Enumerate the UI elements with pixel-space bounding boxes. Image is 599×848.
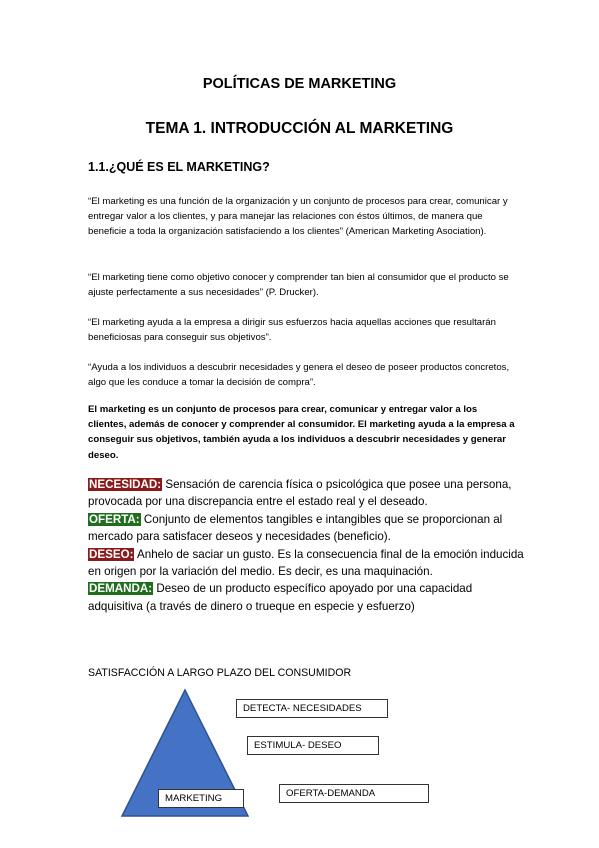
diagram-title: SATISFACCIÓN A LARGO PLAZO DEL CONSUMIDOR <box>88 667 352 679</box>
definition-text: Deseo de un producto específico apoyado por una capacidad adquisitiva (a través de dinero o trueque en especie y esfuerzo) <box>88 582 473 613</box>
label-oferta-demanda: OFERTA-DEMANDA <box>279 784 429 803</box>
document-title: POLÍTICAS DE MARKETING <box>202 76 397 92</box>
quote-drucker: “El marketing tiene como objetivo conocer y comprender tan bien al consumidor que el producto se ajuste perfectamente a sus necesidades” (P. Drucker). <box>88 272 509 299</box>
definition-text: Sensación de carencia física o psicológica que posee una persona, provocada por una discrepancia entre el estado real y el deseado. <box>88 478 512 509</box>
topic-title: TEMA 1. INTRODUCCIÓN AL MARKETING <box>145 120 454 137</box>
term-demanda: DEMANDA: <box>89 582 153 596</box>
definition-deseo <box>88 546 528 581</box>
quote-ama: “El marketing es una función de la organización y un conjunto de procesos para crear, comunicar y entregar valor a los clientes, y para manejar las relaciones con éstos últimos, de manera que beneficie a toda la organización satisfaciendo a los clientes” (American Marketing Asociation). <box>88 196 508 238</box>
quote-individuals: “Ayuda a los individuos a descubrir necesidades y genera el deseo de poseer productos concretos, algo que les conduce a tomar la decisión de compra”. <box>88 362 510 389</box>
definition-demanda <box>88 580 528 615</box>
summary-paragraph: El marketing es un conjunto de procesos para crear, comunicar y entregar valor a los clientes, además de conocer y comprender al consumidor. El marketing ayuda a la empresa a conseguir sus objetivos, también ayuda a los individuos a descubrir necesidades y generar deseo. <box>88 404 515 461</box>
quote-company: “El marketing ayuda a la empresa a dirigir sus esfuerzos hacia aquellas acciones que resultarán beneficiosas para conseguir sus objetivos”. <box>88 317 496 344</box>
label-marketing: MARKETING <box>158 789 244 808</box>
term-necesidad: NECESIDAD: <box>89 478 162 491</box>
section-heading: 1.1.¿QUÉ ES EL MARKETING? <box>88 160 270 174</box>
definitions-list <box>88 476 528 615</box>
definition-oferta <box>88 511 528 546</box>
term-oferta: OFERTA: <box>89 512 140 526</box>
definition-necesidad <box>88 476 528 511</box>
definition-text: Conjunto de elementos tangibles e intangibles que se proporcionan al mercado para satisfacer deseos y necesidades (beneficio). <box>88 512 503 544</box>
label-estimula-deseo: ESTIMULA- DESEO <box>247 736 379 755</box>
term-deseo: DESEO: <box>89 547 134 561</box>
label-detecta-necesidades: DETECTA- NECESIDADES <box>236 699 388 718</box>
definition-text: Anhelo de saciar un gusto. Es la consecuencia final de la emoción inducida en origen por la variación del medio. Es decir, es una maquinación. <box>88 547 524 579</box>
